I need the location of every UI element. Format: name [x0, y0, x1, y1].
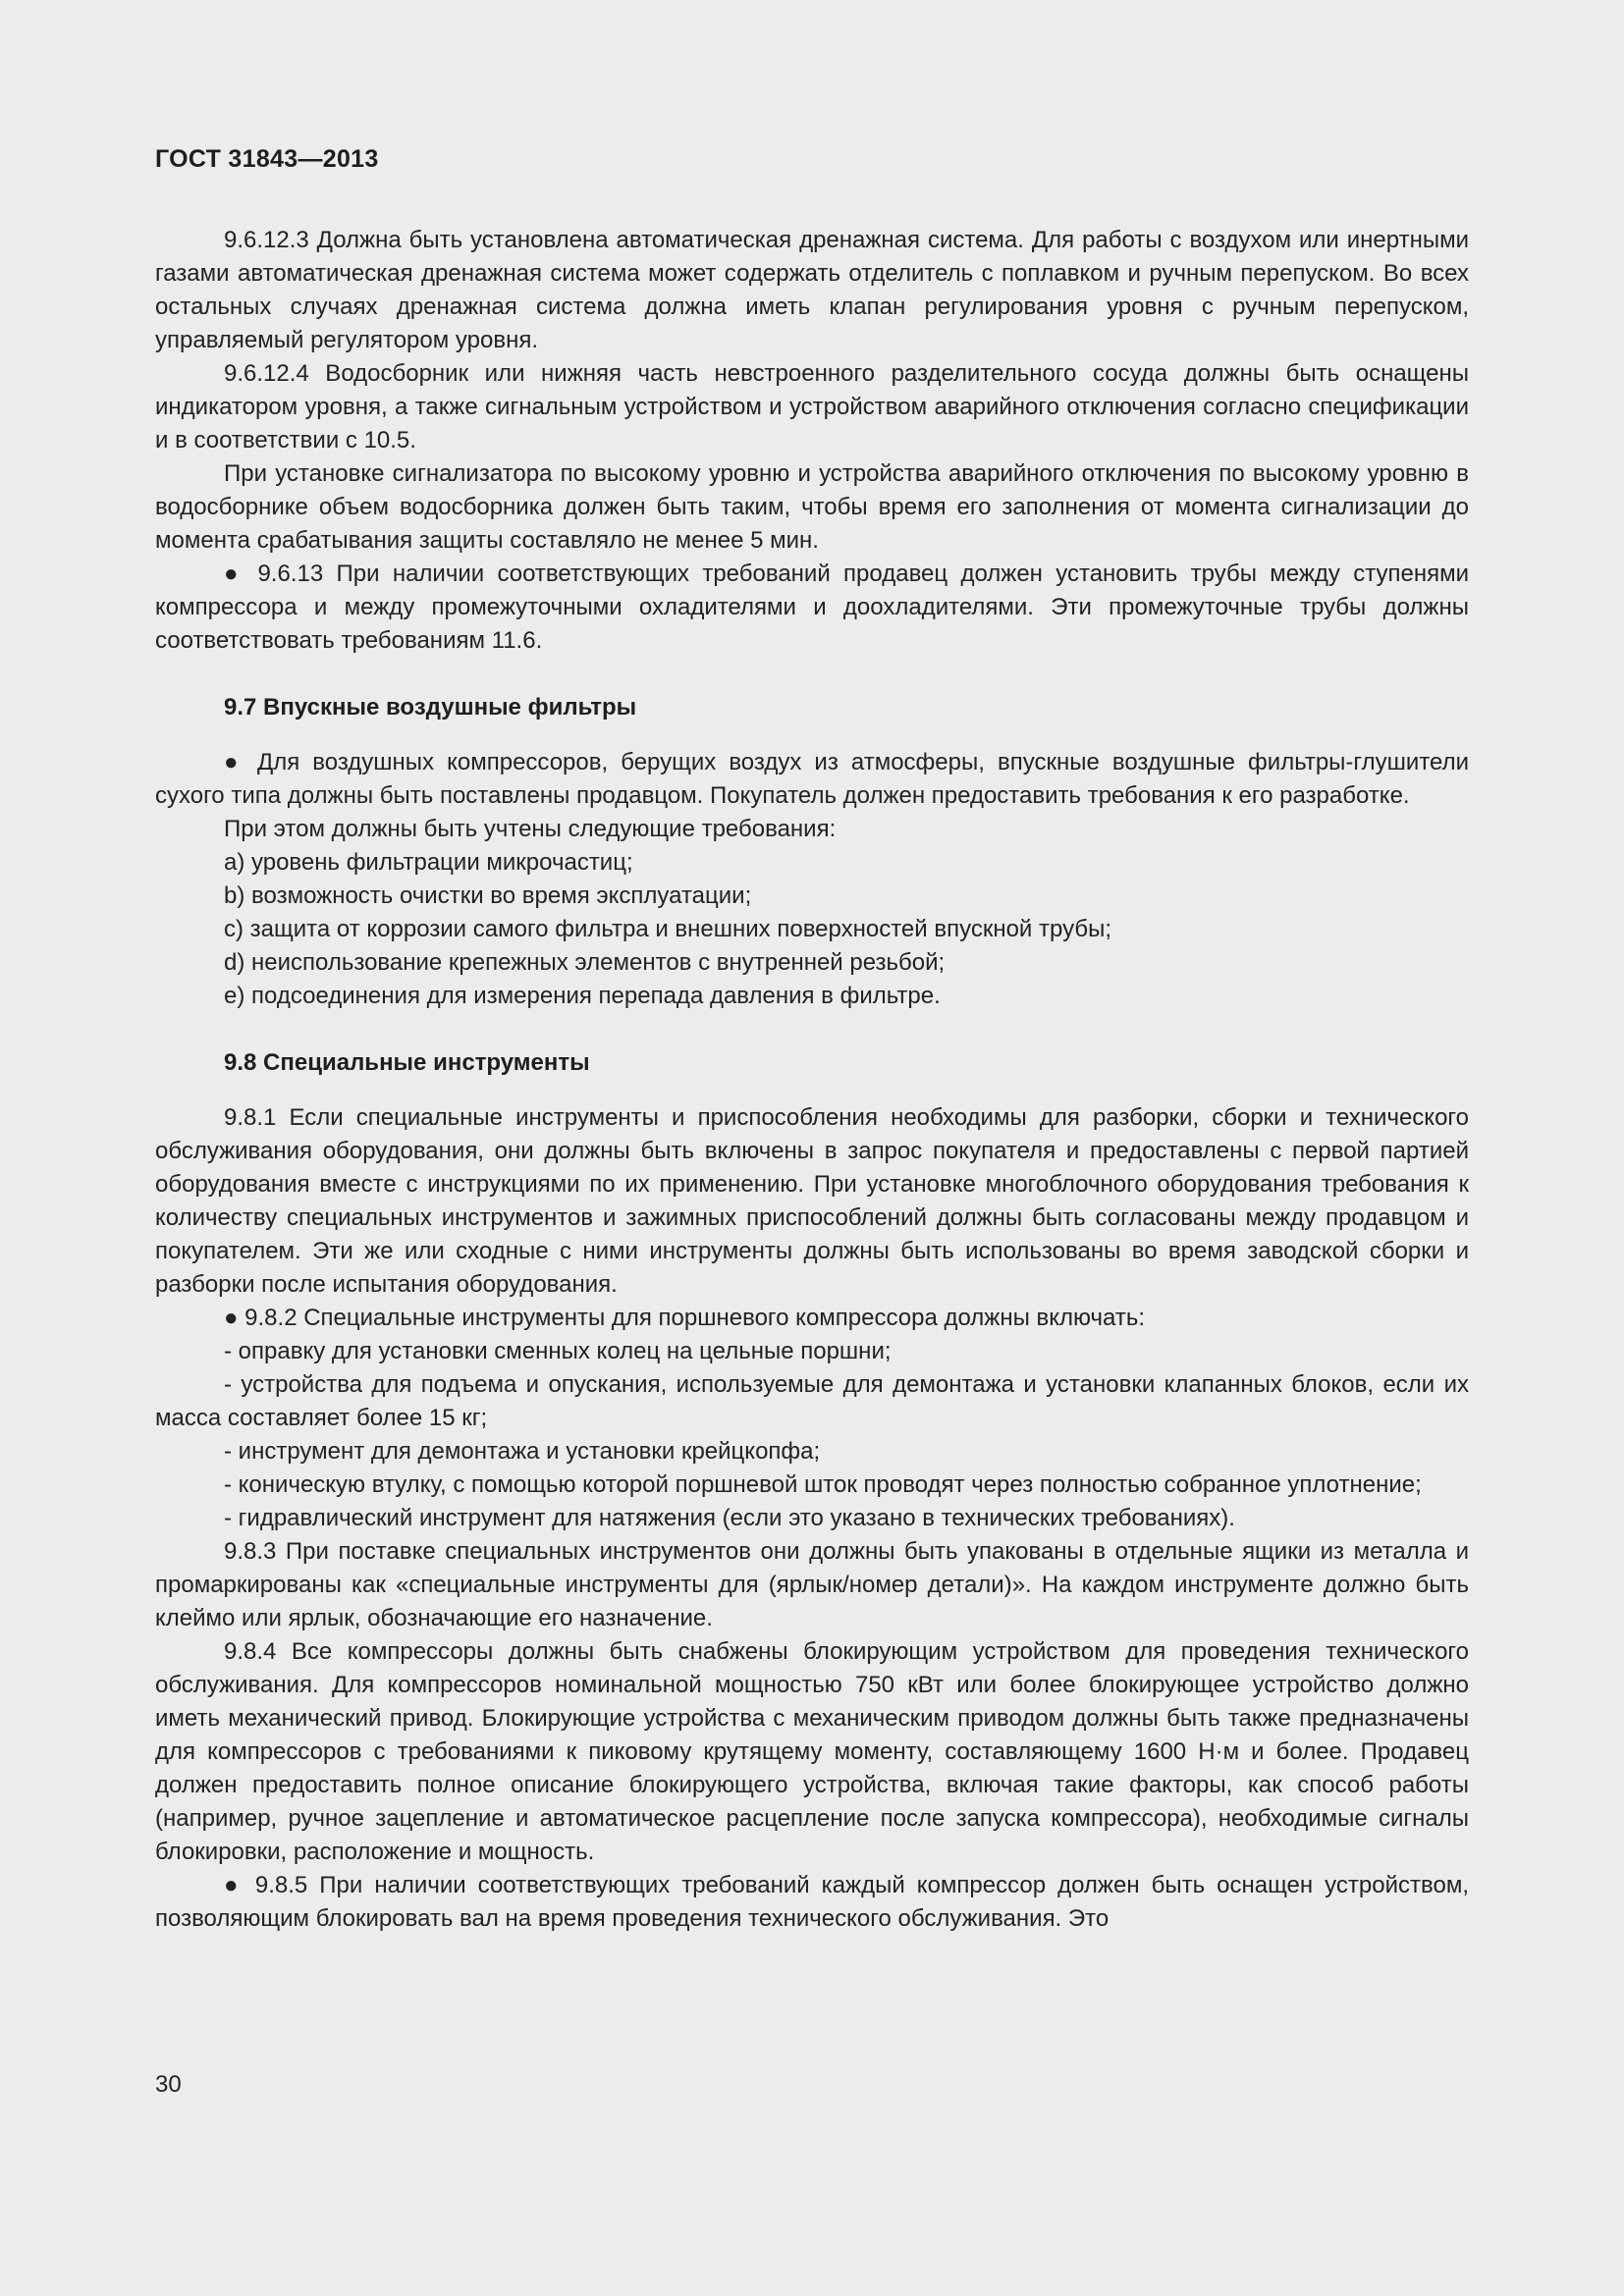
paragraph-9-8-5: ● 9.8.5 При наличии соответствующих требований каждый компрессор должен быть оснащен устройством, позволяющим блокировать вал на время проведения технического обслуживания. Это [155, 1872, 1469, 1932]
list-item-a: a) уровень фильтрации микрочастиц; [224, 849, 633, 876]
paragraph-9-6-12-4: 9.6.12.4 Водосборник или нижняя часть невстроенного разделительного сосуда должны быть оснащены индикатором уровня, а также сигнальным устройством и устройством аварийного отключения согласно спецификации и в соответствии с 10.5. [155, 360, 1469, 454]
paragraph-9-8-1: 9.8.1 Если специальные инструменты и приспособления необходимы для разборки, сборки и технического обслуживания оборудования, они должны быть включены в запрос покупателя и предоставлены с первой партией оборудования вместе с инструкциями по их применению. При установке многоблочного оборудования требования к количеству специальных инструментов и зажимных приспособлений должны быть согласованы между продавцом и покупателем. Эти же или сходные с ними инструменты должны быть использованы во время заводской сборки и разборки после испытания оборудования. [155, 1104, 1469, 1298]
dash-item-1: - оправку для установки сменных колец на цельные поршни; [224, 1338, 892, 1364]
dash-item-5: - гидравлический инструмент для натяжения (если это указано в технических требованиях). [224, 1505, 1235, 1531]
paragraph-9-6-13: ● 9.6.13 При наличии соответствующих требований продавец должен установить трубы между ступенями компрессора и между промежуточными охладителями и доохладителями. Эти промежуточные трубы должны соответствовать требованиям 11.6. [155, 561, 1469, 654]
section-heading-9-7: 9.7 Впускные воздушные фильтры [224, 694, 637, 721]
page-body [155, 224, 1469, 1936]
list-item-d: d) неиспользование крепежных элементов с внутренней резьбой; [224, 949, 946, 976]
section-heading-9-8: 9.8 Специальные инструменты [224, 1049, 590, 1076]
paragraph-9-8-3: 9.8.3 При поставке специальных инструментов они должны быть упакованы в отдельные ящики из металла и промаркированы как «специальные инструменты для (ярлык/номер детали)». На каждом инструменте должно быть клеймо или ярлык, обозначающие его назначение. [155, 1538, 1469, 1631]
paragraph-requirements-intro: При этом должны быть учтены следующие требования: [224, 816, 837, 842]
dash-item-4: - коническую втулку, с помощью которой поршневой шток проводят через полностью собранное уплотнение; [224, 1471, 1422, 1498]
paragraph-high-level-alarm: При установке сигнализатора по высокому уровню и устройства аварийного отключения по высокому уровню в водосборнике объем водосборника должен быть таким, чтобы время его заполнения от момента сигнализации до момента срабатывания защиты составляло не менее 5 мин. [155, 460, 1469, 554]
paragraph-9-8-2: ● 9.8.2 Специальные инструменты для поршневого компрессора должны включать: [224, 1305, 1146, 1331]
paragraph-9-8-4: 9.8.4 Все компрессоры должны быть снабжены блокирующим устройством для проведения технического обслуживания. Для компрессоров номинальной мощностью 750 кВт или более блокирующее устройство должно иметь механический привод. Блокирующие устройства с механическим приводом должны быть также предназначены для компрессоров с требованиями к пиковому крутящему моменту, составляющему 1600 Н·м и более. Продавец должен предоставить полное описание блокирующего устройства, включая такие факторы, как способ работы (например, ручное зацепление и автоматическое расцепление после запуска компрессора), необходимые сигналы блокировки, расположение и мощность. [155, 1638, 1469, 1865]
paragraph-air-filters: ● Для воздушных компрессоров, берущих воздух из атмосферы, впускные воздушные фильтры-глушители сухого типа должны быть поставлены продавцом. Покупатель должен предоставить требования к его разработке. [155, 749, 1469, 809]
list-item-e: e) подсоединения для измерения перепада давления в фильтре. [224, 983, 941, 1009]
document-header: ГОСТ 31843—2013 [155, 145, 379, 173]
dash-item-2: - устройства для подъема и опускания, используемые для демонтажа и установки клапанных блоков, если их масса составляет более 15 кг; [155, 1371, 1469, 1431]
list-item-c: c) защита от коррозии самого фильтра и внешних поверхностей впускной трубы; [224, 916, 1111, 942]
page-number: 30 [155, 2071, 182, 2098]
paragraph-9-6-12-3: 9.6.12.3 Должна быть установлена автоматическая дренажная система. Для работы с воздухом или инертными газами автоматическая дренажная система может содержать отделитель с поплавком и ручным перепуском. Во всех остальных случаях дренажная система должна иметь клапан регулирования уровня с ручным перепуском, управляемый регулятором уровня. [155, 227, 1469, 353]
dash-item-3: - инструмент для демонтажа и установки крейцкопфа; [224, 1438, 821, 1465]
list-item-b: b) возможность очистки во время эксплуатации; [224, 882, 752, 909]
